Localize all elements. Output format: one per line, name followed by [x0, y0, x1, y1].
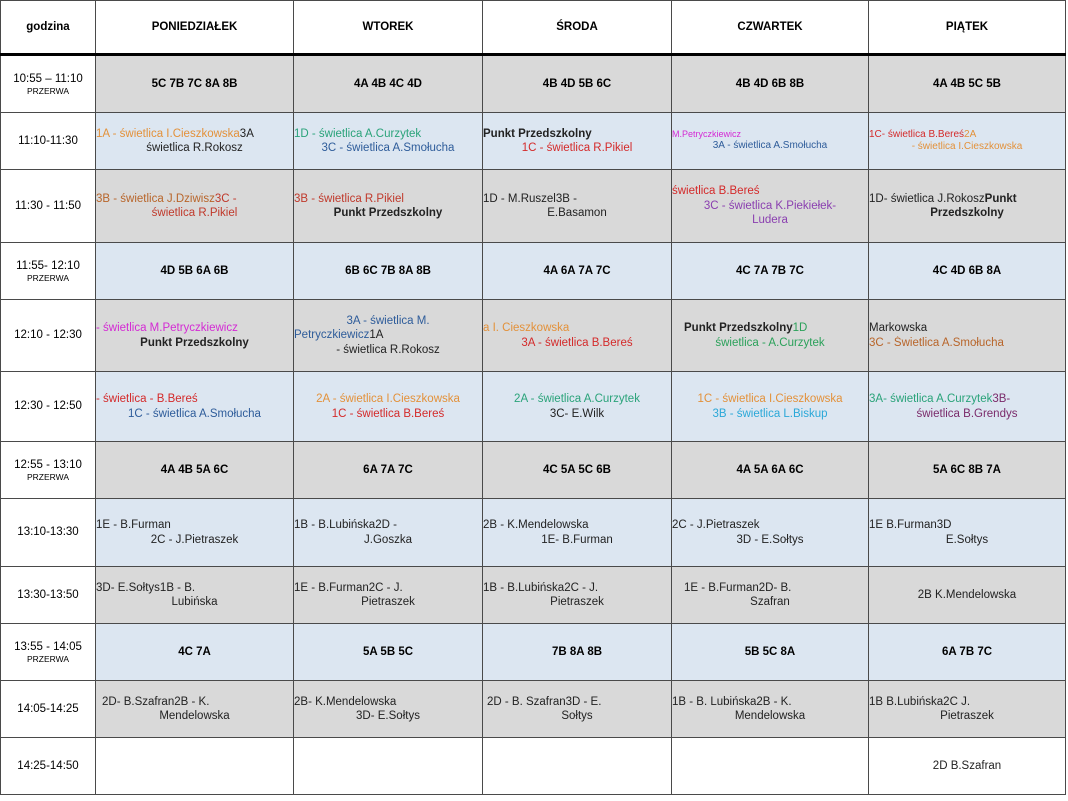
entry: 2D - B. Szafran [487, 695, 566, 708]
entry: 2C - J. [368, 581, 403, 594]
entry: Punkt Przedszkolny [140, 336, 249, 349]
entry: 3A - świetlica M. [346, 314, 430, 327]
lesson-cell-monday [96, 170, 294, 243]
lesson-cell-thursday [672, 300, 869, 372]
break-classes-thursday: 4B 4D 6B 8B [672, 55, 869, 113]
entry: 1D - M.Ruszel [483, 192, 556, 205]
time-cell: 14:05-14:25 [1, 681, 96, 738]
lesson-cell-tuesday [294, 170, 483, 243]
entry: 3A- świetlica A.Curzytek [869, 393, 993, 406]
entry: 1A - świetlica I.Cieszkowska [96, 127, 240, 140]
break-classes-wednesday: 4A 6A 7A 7C [483, 243, 672, 300]
entry: J.Goszka [364, 533, 412, 546]
break-classes-tuesday: 6B 6C 7B 8A 8B [294, 243, 483, 300]
lesson-cell-friday [869, 499, 1066, 567]
lesson-cell-wednesday [483, 499, 672, 567]
entry: 2C - J. [564, 581, 599, 594]
entry: Mendelowska [159, 710, 230, 722]
hour-column-header: godzina [1, 1, 96, 55]
entry: 3D - E.Sołtys [736, 533, 804, 546]
lesson-cell-monday [96, 372, 294, 442]
entry: Petryczkiewicz [294, 329, 370, 342]
lesson-cell-friday [869, 738, 1066, 795]
entry: 1B - B.Lubińska [294, 519, 376, 532]
entry: 3A [239, 127, 254, 140]
entry: 3A - świetlica B.Bereś [521, 336, 633, 349]
entry: 1C- świetlica B.Bereś [869, 128, 965, 140]
break-row [1, 243, 1066, 300]
lesson-cell-thursday [672, 499, 869, 567]
entry: 3C - świetlica K.Piekiełek- [703, 199, 837, 212]
lesson-row [1, 738, 1066, 795]
entry: 3B - świetlica L.Biskup [712, 407, 828, 420]
break-classes-friday: 6A 7B 7C [869, 624, 1066, 681]
entry: Mendelowska [734, 710, 806, 722]
entry: Lubińska [171, 596, 218, 608]
entry: - świetlica M.Petryczkiewicz [96, 322, 238, 335]
lesson-cell-thursday [672, 681, 869, 738]
entry: Punkt [984, 192, 1017, 205]
lesson-cell-wednesday [483, 372, 672, 442]
entry: Markowska [869, 322, 928, 335]
entry: Przedszkolny [930, 207, 1004, 219]
lesson-cell-friday [869, 567, 1066, 624]
break-classes-tuesday: 4A 4B 4C 4D [294, 55, 483, 113]
break-row [1, 442, 1066, 499]
lesson-cell-tuesday [294, 300, 483, 372]
lesson-row [1, 113, 1066, 170]
lesson-cell-monday [96, 499, 294, 567]
entry: 1C - świetlica B.Bereś [331, 407, 445, 420]
entry: 2B - K.Mendelowska [483, 519, 589, 532]
entry: 2B - K. [174, 695, 210, 708]
break-classes-monday: 4A 4B 5A 6C [96, 442, 294, 499]
entry: Ludera [752, 214, 788, 227]
lesson-cell-friday [869, 372, 1066, 442]
entry: Pietraszek [550, 596, 604, 608]
entry: 3C - Świetlica A.Smołucha [869, 336, 1004, 349]
entry: świetlica R.Rokosz [146, 142, 243, 154]
break-classes-wednesday: 7B 8A 8B [483, 624, 672, 681]
entry: M.Petryczkiewicz [672, 129, 742, 140]
lesson-cell-monday [96, 113, 294, 170]
break-classes-friday: 4C 4D 6B 8A [869, 243, 1066, 300]
break-classes-monday: 4C 7A [96, 624, 294, 681]
entry: 2A [964, 128, 977, 140]
entry: świetlica B.Grendys [916, 407, 1018, 420]
entry: 1A [369, 329, 384, 342]
break-classes-wednesday: 4C 5A 5C 6B [483, 442, 672, 499]
entry: - świetlica R.Rokosz [336, 343, 440, 356]
time-cell: 14:25-14:50 [1, 738, 96, 795]
break-row [1, 55, 1066, 113]
break-label: PRZERWA [26, 85, 70, 96]
time-cell: 11:10-11:30 [1, 113, 96, 170]
lesson-cell-tuesday [294, 113, 483, 170]
lesson-cell-friday [869, 113, 1066, 170]
time-cell: 12:30 - 12:50 [1, 372, 96, 442]
lesson-cell-friday [869, 300, 1066, 372]
entry: 2C - J.Pietraszek [672, 519, 760, 532]
time-cell [1, 243, 96, 300]
lesson-cell-thursday [672, 170, 869, 243]
break-row [1, 624, 1066, 681]
entry: 2B - K. [756, 695, 792, 708]
time-cell: 13:30-13:50 [1, 567, 96, 624]
entry: Punkt Przedszkolny [483, 127, 592, 140]
lesson-cell-tuesday [294, 681, 483, 738]
entry: świetlica - A.Curzytek [715, 336, 825, 349]
entry: 3B - świetlica R.Pikiel [294, 192, 404, 205]
break-classes-tuesday: 5A 5B 5C [294, 624, 483, 681]
break-label: PRZERWA [26, 471, 70, 482]
entry: 2A - świetlica I.Cieszkowska [316, 393, 460, 406]
time-cell: 12:10 - 12:30 [1, 300, 96, 372]
entry: 1E - B.Furman [684, 581, 759, 594]
entry: 2A - świetlica A.Curzytek [514, 393, 640, 406]
lesson-cell-friday [869, 170, 1066, 243]
entry: 3C - [214, 192, 237, 205]
entry: 3B - [555, 192, 577, 205]
time-range: 12:55 - 13:10 [14, 459, 82, 472]
break-classes-monday: 4D 5B 6A 6B [96, 243, 294, 300]
lesson-cell-wednesday [483, 681, 672, 738]
lesson-cell-wednesday [483, 567, 672, 624]
time-cell: 13:10-13:30 [1, 499, 96, 567]
time-range: 11:55- 12:10 [16, 260, 80, 273]
entry: - świetlica I.Cieszkowska [911, 141, 1023, 152]
time-range: 10:55 – 11:10 [13, 73, 83, 86]
entry: 3D- E.Sołtys [96, 581, 160, 594]
time-cell [1, 55, 96, 113]
time-range: 13:55 - 14:05 [14, 641, 82, 654]
entry: 3D [936, 519, 952, 532]
entry: 2C J. [943, 695, 971, 708]
lesson-cell-tuesday [294, 499, 483, 567]
entry: a I. Cieszkowska [483, 322, 570, 335]
lesson-cell-wednesday [483, 113, 672, 170]
entry: 1E - B.Furman [294, 581, 369, 594]
entry: 1D- świetlica J.Rokosz [869, 192, 985, 205]
lesson-cell-thursday [672, 372, 869, 442]
entry: Punkt Przedszkolny [333, 207, 443, 219]
entry: 1B B.Lubińska [869, 695, 944, 708]
break-classes-wednesday: 4B 4D 5B 6C [483, 55, 672, 113]
entry: 3D - E. [565, 695, 602, 708]
lesson-cell-thursday [672, 113, 869, 170]
entry: Pietraszek [940, 710, 994, 722]
time-cell [1, 442, 96, 499]
entry: 3D- E.Sołtys [356, 710, 420, 722]
entry: 2D- B.Szafran [102, 695, 175, 708]
entry: 3C- E.Wilk [549, 407, 605, 420]
break-classes-tuesday: 6A 7A 7C [294, 442, 483, 499]
time-cell [1, 624, 96, 681]
entry: świetlica R.Pikiel [151, 207, 238, 219]
lesson-row [1, 681, 1066, 738]
lesson-row [1, 372, 1066, 442]
entry: E.Basamon [547, 207, 607, 219]
entry: 1B - B. Lubińska [672, 695, 757, 708]
break-label: PRZERWA [26, 653, 70, 664]
lesson-cell-friday [869, 681, 1066, 738]
lesson-cell-monday [96, 681, 294, 738]
lesson-cell-monday [96, 567, 294, 624]
break-classes-friday: 5A 6C 8B 7A [869, 442, 1066, 499]
entry: 1E B.Furman [869, 519, 937, 532]
time-cell: 11:30 - 11:50 [1, 170, 96, 243]
lesson-cell-monday [96, 738, 294, 795]
break-classes-thursday: 4A 5A 6A 6C [672, 442, 869, 499]
entry: 1D [792, 322, 808, 335]
entry: 1D - świetlica A.Curzytek [294, 127, 422, 140]
break-classes-thursday: 5B 5C 8A [672, 624, 869, 681]
entry: Punkt Przedszkolny [684, 322, 793, 335]
entry: Pietraszek [361, 596, 415, 608]
entry: E.Sołtys [945, 533, 989, 546]
entry: świetlica B.Bereś [672, 185, 760, 198]
lesson-row [1, 567, 1066, 624]
entry: Szafran [750, 596, 790, 608]
entry: 2D- B. [758, 581, 792, 594]
lesson-cell-wednesday [483, 300, 672, 372]
entry: 2C - J.Pietraszek [150, 533, 239, 546]
lesson-cell-monday [96, 300, 294, 372]
entry: 1C - świetlica R.Pikiel [521, 142, 633, 154]
day-header-thursday: CZWARTEK [672, 1, 869, 55]
lesson-cell-thursday [672, 567, 869, 624]
entry: Sołtys [561, 710, 593, 722]
break-classes-thursday: 4C 7A 7B 7C [672, 243, 869, 300]
lesson-cell-tuesday [294, 567, 483, 624]
lesson-cell-tuesday [294, 738, 483, 795]
lesson-row [1, 499, 1066, 567]
entry: 3B- [992, 393, 1011, 406]
entry: 3C - świetlica A.Smołucha [321, 142, 455, 154]
entry: 1E- B.Furman [541, 533, 613, 546]
entry: 1C - świetlica I.Cieszkowska [697, 393, 843, 406]
day-header-tuesday: WTOREK [294, 1, 483, 55]
entry: 2D B.Szafran [932, 759, 1002, 772]
day-header-monday: PONIEDZIAŁEK [96, 1, 294, 55]
entry: 2D - [375, 519, 397, 532]
day-header-friday: PIĄTEK [869, 1, 1066, 55]
day-header-wednesday: ŚRODA [483, 1, 672, 55]
lesson-row [1, 170, 1066, 243]
lesson-cell-wednesday [483, 170, 672, 243]
header-row [1, 1, 1066, 55]
lesson-cell-thursday [672, 738, 869, 795]
entry: - świetlica - B.Bereś [96, 393, 198, 406]
entry: 3A - świetlica A.Smołucha [712, 140, 828, 152]
lesson-cell-wednesday [483, 738, 672, 795]
entry: 1B - B. [159, 581, 196, 594]
entry: 1E - B.Furman [96, 519, 171, 532]
entry: 2B- K.Mendelowska [294, 695, 397, 708]
entry: 1C - świetlica A.Smołucha [128, 407, 261, 420]
break-classes-friday: 4A 4B 5C 5B [869, 55, 1066, 113]
entry: 2B K.Mendelowska [917, 588, 1017, 601]
entry: 3B - świetlica J.Dziwisz [96, 192, 215, 205]
entry: 1B - B.Lubińska [483, 581, 565, 594]
break-label: PRZERWA [26, 272, 70, 283]
lesson-row [1, 300, 1066, 372]
break-classes-monday: 5C 7B 7C 8A 8B [96, 55, 294, 113]
lesson-cell-tuesday [294, 372, 483, 442]
